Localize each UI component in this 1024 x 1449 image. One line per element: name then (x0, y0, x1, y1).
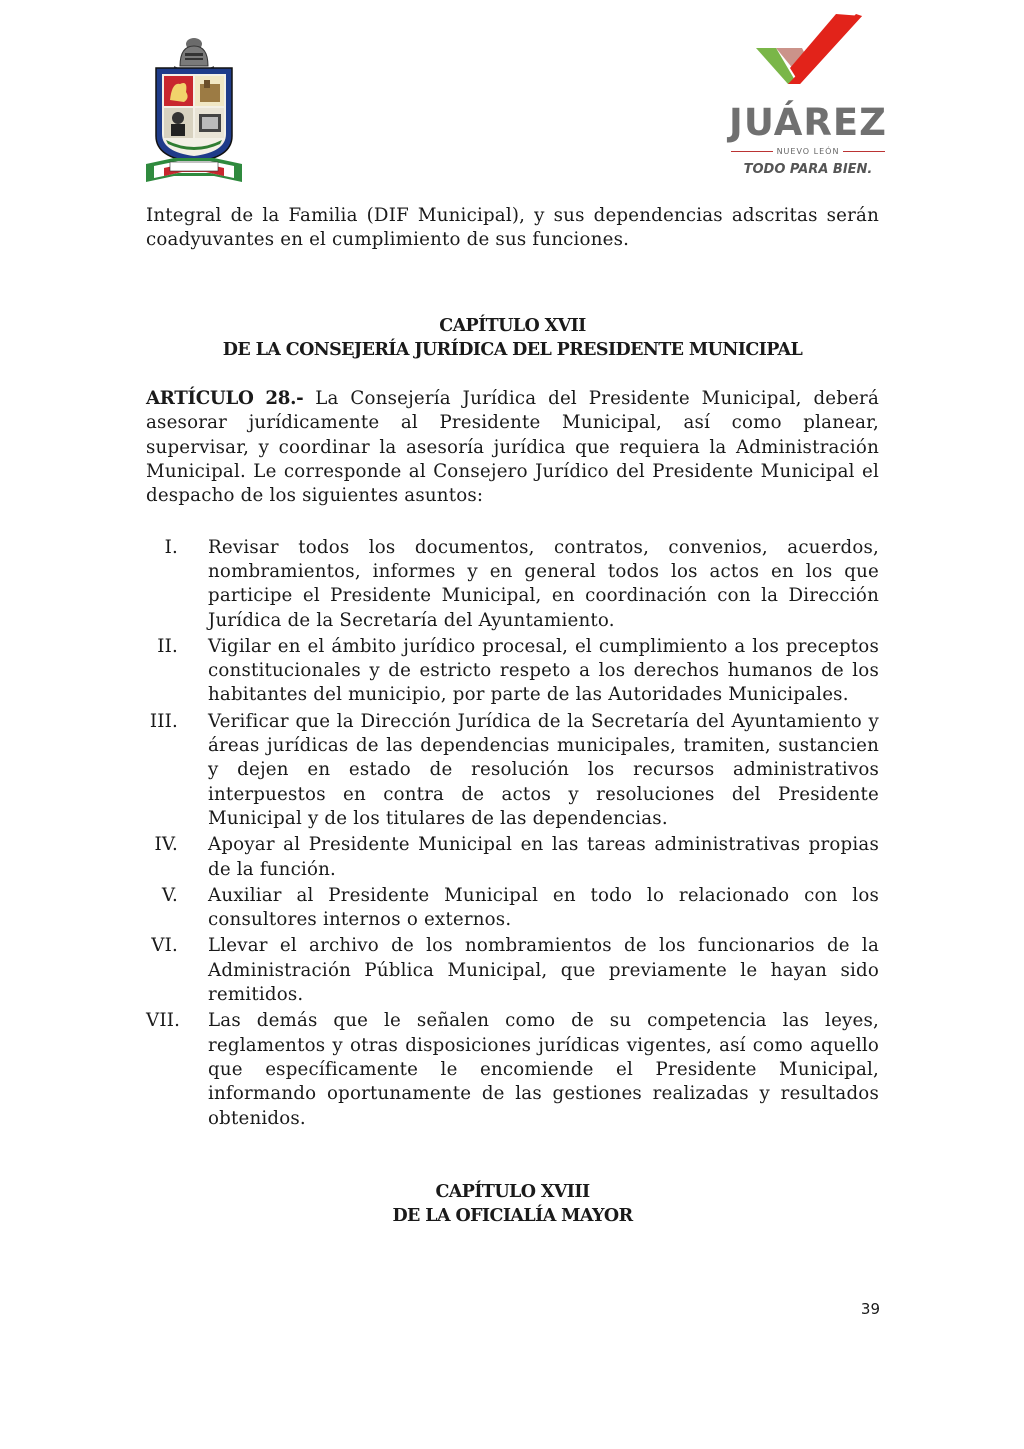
list-item-number: III. (149, 710, 178, 732)
brand-subtitle: NUEVO LEÓN (716, 147, 900, 156)
list-item-text: Revisar todos los documentos, contratos, convenios, acuerdos, nombramientos, informes y en general todos los actos en los que participe el Presidente Municipal, en coordinación con la Dirección Jurídica de la Secretaría del Ayuntamiento. (208, 536, 879, 631)
municipal-coat-of-arms (144, 36, 244, 184)
list-item-text: Verificar que la Dirección Jurídica de la Secretaría del Ayuntamiento y áreas jurídicas de las dependencias municipales, tramiten, sustancien y dejen en estado de resolución los recursos administrativos interpuestos en contra de actos y resoluciones del Presidente Municipal y de los titulares de las dependencias. (208, 710, 879, 829)
article-28-label: ARTÍCULO 28.- (146, 388, 304, 410)
list-item-text: Llevar el archivo de los nombramientos de los funcionarios de la Administración Pública Municipal, que previamente le hayan sido remitidos. (208, 935, 879, 1006)
brand-name: JUÁREZ (729, 101, 887, 144)
list-item (146, 833, 879, 882)
list-item-number: V. (161, 884, 178, 906)
list-item-text: Auxiliar al Presidente Municipal en todo lo relacionado con los consultores internos o externos. (208, 884, 879, 931)
list-item (146, 884, 879, 933)
article-28-text: La Consejería Jurídica del Presidente Municipal, deberá asesorar jurídicamente al Presidente Municipal, así como planear, supervisar, y coordinar la asesoría jurídica que requiera la Administración Municipal. Le corresponde al Consejero Jurídico del Presidente Municipal el despacho de los siguientes asuntos: (146, 388, 879, 507)
page-number: 39 (860, 1300, 880, 1318)
brand-tagline: TODO PARA BIEN. (743, 162, 873, 177)
chapter-18-subtitle: DE LA OFICIALÍA MAYOR (392, 1206, 633, 1227)
chapter-17-subtitle: DE LA CONSEJERÍA JURÍDICA DEL PRESIDENTE MUNICIPAL (222, 339, 803, 360)
list-item (146, 1009, 879, 1130)
list-item (146, 710, 879, 831)
list-item-text: Apoyar al Presidente Municipal en las tareas administrativas propias de la función. (208, 834, 879, 880)
checkmark-logo-mark (716, 14, 900, 102)
article-28-paragraph (146, 387, 879, 508)
article-28-list (146, 536, 879, 1131)
list-item-text: Vigilar en el ámbito jurídico procesal, el cumplimiento a los preceptos constitucionales y de estricto respeto a los derechos humanos de los habitantes del municipio, por parte de las Autoridades Municipales. (208, 635, 879, 706)
list-item-number: IV. (154, 834, 178, 856)
list-item-number: I. (164, 536, 178, 558)
list-item-text: Las demás que le señalen como de su competencia las leyes, reglamentos y otras disposiciones jurídicas vigentes, así como aquello que específicamente le encomiende el Presidente Municipal, informando oportunamente de las gestiones realizadas y resultados obtenidos. (208, 1010, 879, 1129)
list-item-number: VI. (151, 935, 178, 957)
document-body (146, 204, 879, 1228)
chapter-18-title: CAPÍTULO XVIII (435, 1181, 590, 1202)
list-item (146, 536, 879, 633)
list-item-number: II. (157, 635, 178, 657)
coat-of-arms-emblem (144, 36, 244, 184)
list-item (146, 635, 879, 708)
chapter-17-title: CAPÍTULO XVII (439, 315, 586, 336)
list-item-number: VII. (146, 1010, 181, 1032)
juarez-brand-logo (716, 14, 900, 176)
intro-paragraph: Integral de la Familia (DIF Municipal), y sus dependencias adscritas serán coadyuvantes en el cumplimiento de sus funciones. (146, 205, 879, 251)
list-item (146, 934, 879, 1007)
